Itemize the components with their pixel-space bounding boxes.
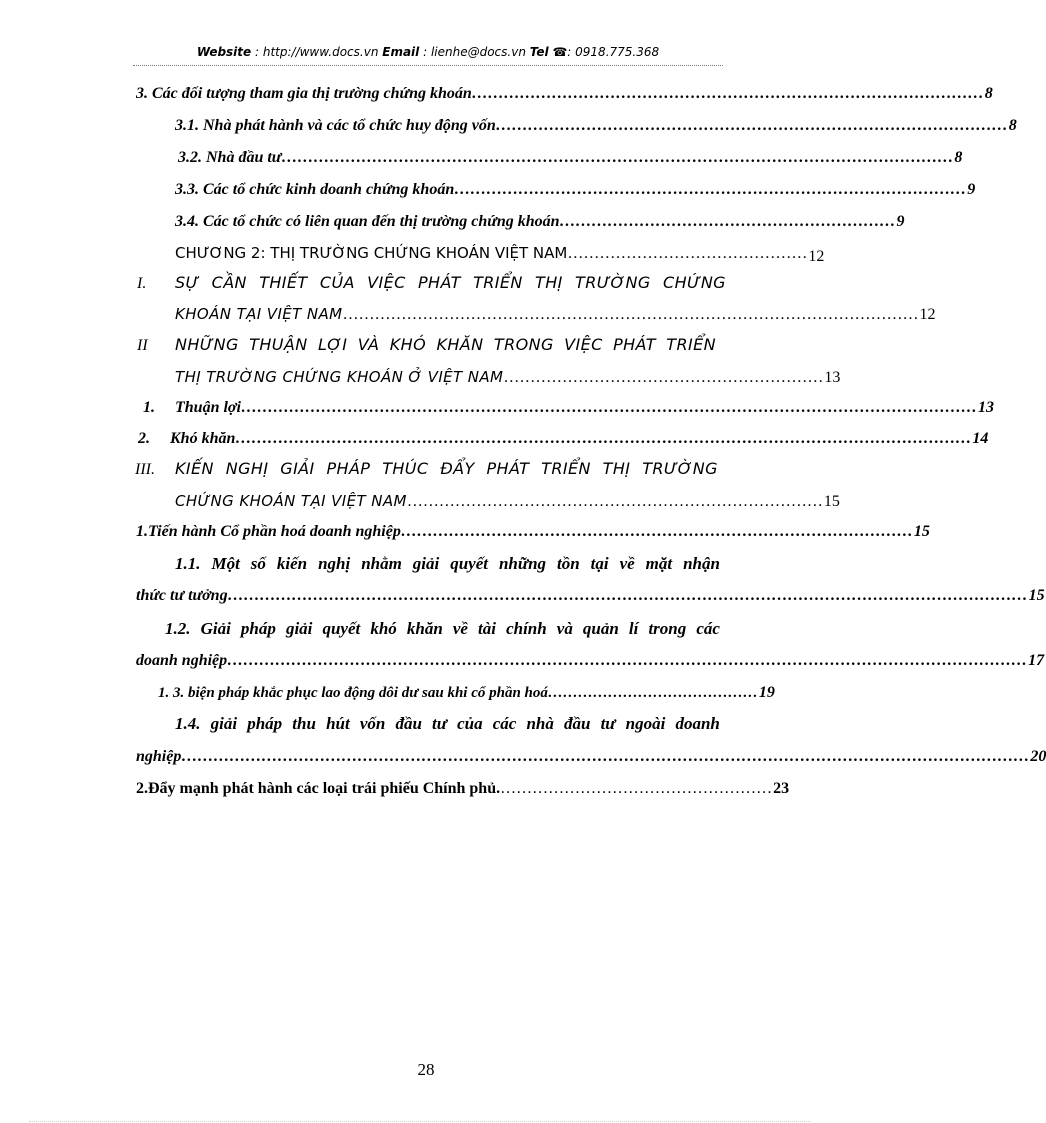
phone-icon: ☎: [552, 45, 568, 59]
word: giải: [285, 619, 313, 638]
dot-leader: ………………………………………………………: [559, 213, 896, 230]
toc-entry-title: CHỨNG KHOÁN TẠI VIỆT NAM: [175, 492, 407, 510]
toc-entry-page: 17: [1028, 652, 1045, 669]
toc-entry: [136, 779, 790, 799]
word: của: [457, 714, 483, 733]
word: nhà: [526, 714, 554, 733]
toc-entry-line: [175, 714, 720, 734]
toc-entry-page: 12: [808, 248, 825, 265]
word: vốn: [359, 714, 386, 733]
toc-entry-page: 15: [823, 493, 840, 510]
dot-leader: ……………………………………………………………………………………………………………………………………: [227, 587, 1028, 604]
dot-leader: ………………………………………………………………………………………………………………: [281, 149, 954, 166]
word: TRONG: [493, 335, 554, 354]
word: PHÁT: [417, 273, 461, 292]
toc-entry: [158, 683, 775, 703]
dot-leader: …………………………………………………………………………………………………………………………: [235, 430, 972, 447]
word: pháp: [247, 714, 283, 733]
toc-entry-title: 3.2. Nhà đầu tư: [178, 149, 282, 166]
word: TRƯỜNG: [642, 459, 718, 478]
word: THIẾT: [259, 273, 308, 292]
word: quyết: [322, 619, 361, 638]
tel-value: : 0918.775.368: [567, 45, 660, 59]
dot-leader: ……………………………………………………………………………………: [400, 523, 913, 540]
word: pháp: [240, 619, 276, 638]
dot-leader: ……………………………………………………………………………………………………………………………………………: [181, 748, 1030, 765]
toc-entry: [136, 586, 1045, 606]
toc-entry-title: 1. 3. biện pháp khắc phục lao động dôi dư sau khi cổ phần hoá: [158, 685, 548, 701]
roman-numeral: II: [137, 337, 148, 354]
toc-entry-page: 8: [984, 85, 993, 102]
word: CỦA: [319, 273, 355, 292]
word: 1.2.: [165, 619, 191, 638]
toc-entry-page: 8: [954, 149, 963, 166]
word: tài: [478, 619, 496, 638]
toc-entry: [175, 304, 936, 325]
toc-entry-page: 15: [1028, 587, 1045, 604]
toc-entry-title: thức tư tưởng: [136, 587, 228, 604]
word: doanh: [675, 714, 720, 733]
page-number: 28: [417, 1060, 435, 1079]
word: CẦN: [211, 273, 247, 292]
word: các: [696, 619, 720, 638]
word: nghị: [318, 554, 351, 573]
word: nhận: [683, 554, 720, 573]
toc-entry: [175, 116, 1017, 136]
roman-numeral: III.: [135, 461, 155, 478]
word: Một: [211, 554, 240, 573]
word: KHĂN: [436, 335, 484, 354]
word: ngoài: [625, 714, 666, 733]
word: và: [556, 619, 573, 638]
word: VÀ: [357, 335, 380, 354]
word: tư: [432, 714, 447, 733]
roman-numeral: I.: [137, 275, 147, 292]
dot-leader: ………………………………………………………………………………………………: [342, 306, 919, 323]
toc-entry-page: 20: [1030, 748, 1046, 765]
word: VIỆC: [564, 335, 603, 354]
toc-entry: [136, 747, 1046, 767]
toc-entry: [136, 651, 1045, 671]
word: 1.1.: [175, 554, 201, 573]
word: đầu: [395, 714, 422, 733]
word: những: [498, 554, 547, 573]
toc-entry: [175, 398, 994, 418]
word: về: [452, 619, 468, 638]
word: quyết: [450, 554, 488, 573]
word: TRƯỜNG: [575, 273, 651, 292]
toc-entry-title: 2.Đẩy mạnh phát hành các loại trái phiếu Chính phủ.: [136, 780, 501, 797]
toc-entry-title: Khó khăn: [170, 430, 236, 447]
word: TRIỂN: [666, 335, 716, 354]
word: tại: [590, 554, 609, 573]
toc-entry-page: 9: [896, 213, 905, 230]
toc-entry-page: 8: [1008, 117, 1017, 134]
word: giải: [210, 714, 238, 733]
dot-leader: ……………………………………: [547, 685, 758, 701]
toc-entry-line: [175, 273, 726, 293]
toc-entry-title: THỊ TRƯỜNG CHỨNG KHOÁN Ở VIỆT NAM: [175, 368, 504, 386]
toc-entry: [178, 148, 963, 168]
word: khăn: [406, 619, 443, 638]
email-value: : lienhe@docs.vn: [419, 45, 530, 59]
word: nhằm: [361, 554, 402, 573]
list-numeral: 2.: [138, 430, 150, 447]
word: quản: [582, 619, 619, 638]
word: VIỆC: [367, 273, 406, 292]
toc-entry-line: [165, 619, 720, 639]
toc-entry-title: 3.3. Các tổ chức kinh doanh chứng khoán: [175, 181, 455, 198]
toc-entry: [175, 491, 840, 512]
toc-entry-line: [175, 335, 716, 355]
toc-entry-title: Thuận lợi: [175, 399, 241, 416]
word: số: [250, 554, 266, 573]
toc-entry-page: 13: [824, 369, 841, 386]
word: về: [619, 554, 635, 573]
website-label: Website: [196, 45, 252, 59]
toc-entry: [136, 84, 993, 104]
word: trong: [648, 619, 687, 638]
dot-leader: ……………………………………………………………………: [406, 493, 823, 510]
toc-entry-page: 14: [972, 430, 989, 447]
dot-leader: ……………………………………………: [500, 780, 773, 797]
dot-leader: ………………………………………: [567, 245, 808, 262]
toc-entry-title: 3.1. Nhà phát hành và các tổ chức huy động vốn: [175, 117, 496, 134]
word: thu: [292, 714, 316, 733]
word: KHÓ: [389, 335, 427, 354]
word: các: [492, 714, 517, 733]
word: LỢI: [317, 335, 348, 354]
dot-leader: ……………………………………………………………………………………: [495, 117, 1008, 134]
toc-entry: [175, 367, 841, 388]
word: GIẢI: [280, 459, 315, 478]
toc-entry-line: [175, 459, 718, 479]
word: THỊ: [602, 459, 631, 478]
word: tư: [600, 714, 616, 733]
toc-entry-page: 12: [919, 306, 936, 323]
word: giải: [412, 554, 440, 573]
word: kiến: [276, 554, 308, 573]
word: PHÁT: [613, 335, 656, 354]
toc-entry-title: 1.Tiến hành Cổ phần hoá doanh nghiệp: [136, 523, 401, 540]
word: TRIỂN: [541, 459, 591, 478]
word: PHÁP: [326, 459, 371, 478]
word: lí: [628, 619, 639, 638]
toc-entry-page: 13: [977, 399, 994, 416]
dot-leader: ……………………………………………………: [503, 369, 824, 386]
word: SỰ: [175, 273, 200, 292]
toc-entry-page: 19: [758, 684, 775, 701]
word: THUẬN: [249, 335, 308, 354]
word: KIẾN: [175, 459, 214, 478]
word: THỊ: [535, 273, 563, 292]
word: CHỨNG: [663, 273, 726, 292]
word: 1.4.: [175, 714, 201, 733]
word: THÚC: [382, 459, 429, 478]
word: tồn: [557, 554, 580, 573]
dot-leader: ……………………………………………………………………………………: [454, 181, 967, 198]
toc-entry: [175, 212, 905, 232]
word: PHÁT: [486, 459, 530, 478]
footer-divider: [29, 1121, 811, 1122]
toc-entry-page: 23: [773, 780, 790, 797]
toc-entry: [170, 429, 989, 449]
toc-entry-title: 3.4. Các tổ chức có liên quan đến thị trường chứng khoán: [175, 213, 560, 230]
word: khó: [370, 619, 397, 638]
word: hút: [326, 714, 350, 733]
word: ĐẨY: [440, 459, 475, 478]
toc-entry-page: 15: [913, 523, 930, 540]
toc-entry-chapter: [175, 243, 825, 265]
word: mặt: [645, 554, 673, 573]
word: NGHỊ: [225, 459, 269, 478]
toc-entry-title: 3. Các đối tượng tham gia thị trường chứng khoán: [136, 85, 472, 102]
word: NHỮNG: [175, 335, 239, 354]
dot-leader: …………………………………………………………………………………………………………………………: [240, 399, 977, 416]
word: đầu: [563, 714, 591, 733]
list-numeral: 1.: [143, 399, 155, 416]
toc-entry-page: 9: [967, 181, 976, 198]
website-value: : http://www.docs.vn: [251, 45, 383, 59]
word: TRIỂN: [473, 273, 523, 292]
toc-entry-line: [175, 554, 720, 574]
toc-entry-title: doanh nghiệp: [136, 652, 228, 669]
toc-entry-title: nghiệp: [136, 748, 182, 765]
word: chính: [506, 619, 547, 638]
email-label: Email: [382, 45, 420, 59]
dot-leader: ……………………………………………………………………………………………………………………………………: [227, 652, 1028, 669]
toc-entry: [175, 180, 976, 200]
toc-entry-title: CHƯƠNG 2: THỊ TRƯỜNG CHỨNG KHOÁN VIỆT NAM: [175, 244, 568, 262]
tel-label: Tel: [529, 45, 549, 59]
toc-entry-title: KHOÁN TẠI VIỆT NAM: [175, 305, 343, 323]
toc-entry: [136, 522, 930, 542]
dot-leader: ……………………………………………………………………………………: [471, 85, 984, 102]
word: Giải: [200, 619, 231, 638]
